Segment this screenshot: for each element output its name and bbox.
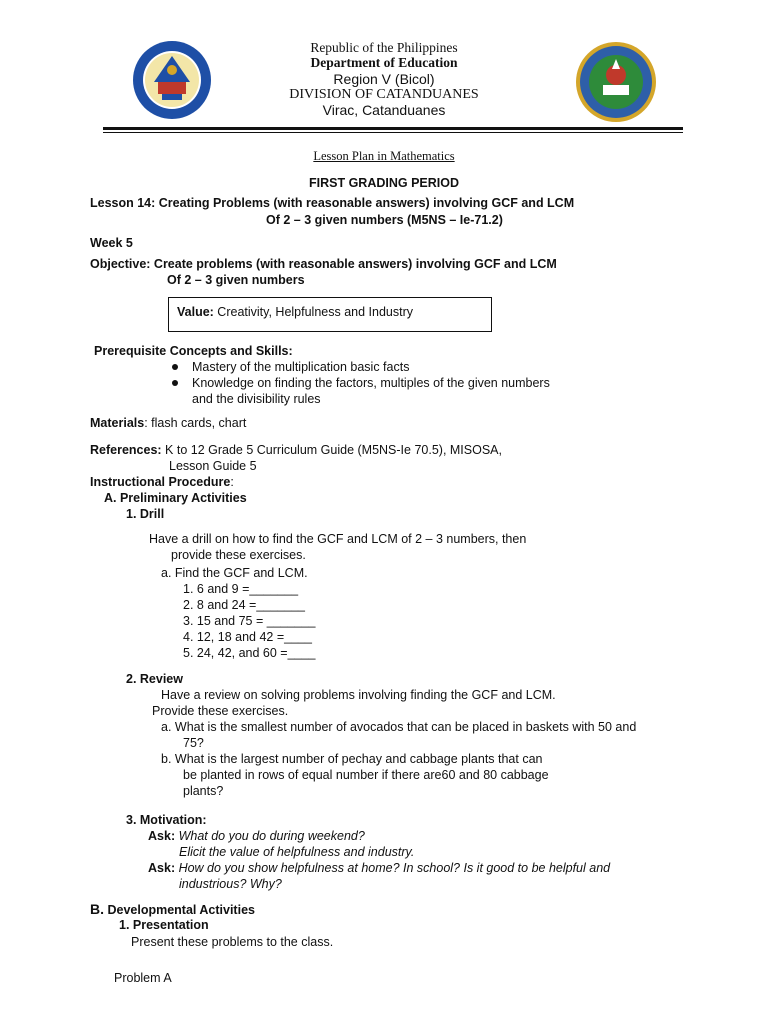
value-label: Value: — [177, 305, 214, 319]
presentation-heading: 1. Presentation — [119, 918, 209, 932]
motivation-heading: 3. Motivation: — [126, 813, 207, 827]
header-rule-thin — [103, 132, 683, 133]
ask-line-1: Ask: What do you do during weekend? — [148, 829, 365, 843]
materials-line — [90, 416, 246, 430]
references-line-1 — [90, 443, 502, 457]
objective-line-2: Of 2 – 3 given numbers — [167, 273, 305, 287]
header-department: Department of Education — [310, 55, 458, 70]
objective-line-1 — [90, 257, 557, 271]
drill-line-2: provide these exercises. — [171, 548, 306, 562]
lesson-line-1: Lesson 14: Creating Problems (with reasonable answers) involving GCF and LCM — [90, 196, 575, 210]
prereq-item-1: Mastery of the multiplication basic facts — [192, 360, 410, 374]
header-region: Region V (Bicol) — [333, 71, 435, 87]
review-item-b: b. What is the largest number of pechay and cabbage plants that can — [161, 752, 543, 766]
bullet-icon — [172, 380, 178, 386]
exercise-item-3: 3. 15 and 75 = _______ — [183, 614, 316, 628]
bullet-icon — [172, 364, 178, 370]
header-republic: Republic of the Philippines — [310, 40, 458, 55]
instructional-colon: : — [230, 475, 234, 489]
review-line-2: Provide these exercises. — [152, 704, 289, 718]
value-text: Creativity, Helpfulness and Industry — [213, 305, 413, 319]
review-item-a: a. What is the smallest number of avocados that can be placed in baskets with 50 and — [161, 720, 637, 734]
lesson-line-2: Of 2 – 3 given numbers (M5NS – Ie-71.2) — [266, 213, 503, 227]
presentation-text: Present these problems to the class. — [131, 935, 334, 949]
review-item-a-cont: 75? — [183, 736, 204, 750]
section-b-letter: B. — [90, 901, 104, 917]
exercise-item-1: 1. 6 and 9 =_______ — [183, 582, 299, 596]
references-text: K to 12 Grade 5 Curriculum Guide (M5NS-Ie 70.5), MISOSA, — [161, 443, 502, 457]
review-heading: 2. Review — [126, 672, 183, 686]
references-line-2: Lesson Guide 5 — [169, 459, 257, 473]
drill-line-1: Have a drill on how to find the GCF and LCM of 2 – 3 numbers, then — [149, 532, 527, 546]
materials-label: Materials — [90, 416, 145, 430]
exercise-item-4: 4. 12, 18 and 42 =____ — [183, 630, 312, 644]
exercise-item-5: 5. 24, 42, and 60 =____ — [183, 646, 316, 660]
objective-text: Create problems (with reasonable answers) involving GCF and LCM — [150, 257, 557, 271]
objective-label: Objective: — [90, 257, 151, 271]
prereq-item-2: Knowledge on finding the factors, multiples of the given numbers — [192, 376, 550, 390]
instructional-line — [90, 475, 234, 489]
references-label: References: — [90, 443, 162, 457]
ask-text-2: How do you show helpfulness at home? In school? Is it good to be helpful and — [178, 861, 611, 875]
ask-label: Ask — [148, 861, 171, 875]
instructional-label: Instructional Procedure — [90, 475, 231, 489]
grading-period: FIRST GRADING PERIOD — [308, 176, 459, 190]
header-location: Virac, Catanduanes — [322, 102, 446, 118]
ask-label: Ask — [148, 829, 171, 843]
section-b-text: Developmental Activities — [104, 903, 255, 917]
week-label: Week 5 — [90, 236, 133, 250]
ask-line-2: Ask: How do you show helpfulness at home? In school? Is it good to be helpful and — [148, 861, 611, 875]
value-line — [177, 305, 413, 319]
problem-a-label: Problem A — [114, 971, 172, 985]
materials-text: : flash cards, chart — [144, 416, 247, 430]
drill-item-a: a. Find the GCF and LCM. — [161, 566, 308, 580]
review-line-1: Have a review on solving problems involving finding the GCF and LCM. — [161, 688, 556, 702]
ask-text-1: What do you do during weekend? — [178, 829, 365, 843]
header-rule-thick — [103, 127, 683, 130]
review-item-b-cont-2: plants? — [183, 784, 224, 798]
section-a-heading: A. Preliminary Activities — [104, 491, 247, 505]
ask-line-1-cont: Elicit the value of helpfulness and industry. — [179, 845, 415, 859]
exercise-item-2: 2. 8 and 24 =_______ — [183, 598, 305, 612]
drill-heading: 1. Drill — [126, 507, 165, 521]
prereq-item-2-cont: and the divisibility rules — [192, 392, 321, 406]
header-division: DIVISION OF CATANDUANES — [289, 87, 479, 102]
section-b-heading — [90, 901, 255, 917]
review-item-b-cont-1: be planted in rows of equal number if there are60 and 80 cabbage — [183, 768, 549, 782]
prereq-title: Prerequisite Concepts and Skills: — [94, 344, 293, 358]
ask-line-2-cont: industrious? Why? — [179, 877, 282, 891]
doc-title: Lesson Plan in Mathematics — [313, 149, 455, 163]
